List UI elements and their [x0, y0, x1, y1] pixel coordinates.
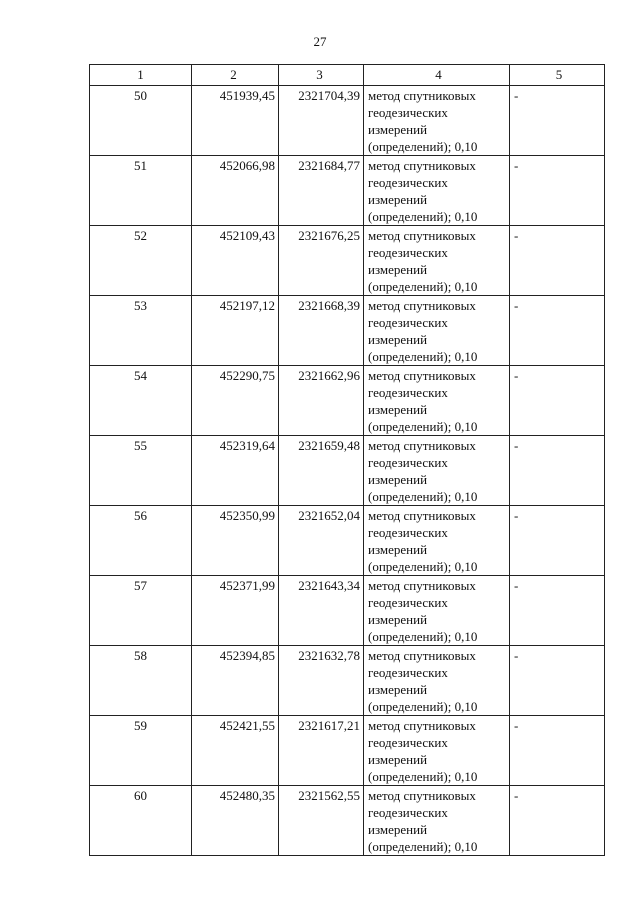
method-cell-text: метод спутниковых геодезических измерений (определений); 0,10	[368, 578, 478, 644]
table-body	[90, 86, 605, 856]
table-row	[90, 786, 605, 856]
x-coordinate-cell-text: 451939,45	[219, 88, 275, 103]
extra-cell	[510, 366, 605, 436]
extra-cell	[510, 506, 605, 576]
y-coordinate-cell	[279, 156, 364, 226]
x-coordinate-cell	[192, 156, 279, 226]
method-cell	[364, 786, 510, 856]
x-coordinate-cell	[192, 226, 279, 296]
point-number-cell	[90, 226, 192, 296]
extra-cell	[510, 436, 605, 506]
extra-cell	[510, 716, 605, 786]
extra-cell-text: -	[514, 718, 519, 733]
extra-cell	[510, 646, 605, 716]
y-coordinate-cell-text: 2321617,21	[298, 718, 360, 733]
method-cell	[364, 576, 510, 646]
x-coordinate-cell-text: 452421,55	[219, 718, 275, 733]
method-cell-text: метод спутниковых геодезических измерений (определений); 0,10	[368, 228, 478, 294]
y-coordinate-cell-text: 2321668,39	[298, 298, 360, 313]
method-cell	[364, 226, 510, 296]
method-cell-text: метод спутниковых геодезических измерений (определений); 0,10	[368, 298, 478, 364]
x-coordinate-cell	[192, 436, 279, 506]
y-coordinate-cell-text: 2321662,96	[298, 368, 360, 383]
method-cell	[364, 506, 510, 576]
y-coordinate-cell	[279, 506, 364, 576]
point-number-cell	[90, 646, 192, 716]
x-coordinate-cell-text: 452350,99	[219, 508, 275, 523]
method-cell-text: метод спутниковых геодезических измерений (определений); 0,10	[368, 88, 478, 154]
method-cell-text: метод спутниковых геодезических измерений (определений); 0,10	[368, 368, 478, 434]
y-coordinate-cell-text: 2321704,39	[298, 88, 360, 103]
x-coordinate-cell-text: 452066,98	[219, 158, 275, 173]
extra-cell	[510, 576, 605, 646]
y-coordinate-cell	[279, 646, 364, 716]
point-number-cell	[90, 576, 192, 646]
y-coordinate-cell	[279, 296, 364, 366]
coordinates-table	[89, 64, 605, 856]
x-coordinate-cell	[192, 366, 279, 436]
y-coordinate-cell	[279, 366, 364, 436]
point-number-cell-text: 52	[134, 228, 147, 243]
extra-cell-text: -	[514, 648, 519, 663]
method-cell-text: метод спутниковых геодезических измерений (определений); 0,10	[368, 158, 478, 224]
extra-cell-text: -	[514, 578, 519, 593]
point-number-cell	[90, 436, 192, 506]
table-row	[90, 226, 605, 296]
table-row	[90, 86, 605, 156]
extra-cell-text: -	[514, 228, 519, 243]
column-header-5: 5	[510, 65, 605, 86]
table-row	[90, 436, 605, 506]
extra-cell-text: -	[514, 298, 519, 313]
point-number-cell-text: 58	[134, 648, 147, 663]
point-number-cell	[90, 786, 192, 856]
method-cell	[364, 296, 510, 366]
extra-cell-text: -	[514, 438, 519, 453]
y-coordinate-cell	[279, 716, 364, 786]
extra-cell-text: -	[514, 508, 519, 523]
table-row	[90, 366, 605, 436]
point-number-cell	[90, 366, 192, 436]
column-header-4: 4	[364, 65, 510, 86]
point-number-cell	[90, 86, 192, 156]
x-coordinate-cell	[192, 296, 279, 366]
point-number-cell	[90, 716, 192, 786]
y-coordinate-cell-text: 2321643,34	[298, 578, 360, 593]
x-coordinate-cell	[192, 786, 279, 856]
point-number-cell	[90, 156, 192, 226]
method-cell-text: метод спутниковых геодезических измерений (определений); 0,10	[368, 508, 478, 574]
method-cell	[364, 716, 510, 786]
point-number-cell-text: 56	[134, 508, 147, 523]
x-coordinate-cell-text: 452394,85	[219, 648, 275, 663]
y-coordinate-cell-text: 2321659,48	[298, 438, 360, 453]
method-cell	[364, 86, 510, 156]
x-coordinate-cell	[192, 506, 279, 576]
point-number-cell-text: 55	[134, 438, 147, 453]
point-number-cell-text: 50	[134, 88, 147, 103]
method-cell	[364, 436, 510, 506]
method-cell	[364, 646, 510, 716]
y-coordinate-cell	[279, 86, 364, 156]
y-coordinate-cell-text: 2321562,55	[298, 788, 360, 803]
y-coordinate-cell	[279, 436, 364, 506]
column-header-3: 3	[279, 65, 364, 86]
page-number: 27	[313, 34, 327, 49]
table-row	[90, 296, 605, 366]
extra-cell	[510, 156, 605, 226]
table-row	[90, 506, 605, 576]
column-header-2: 2	[192, 65, 279, 86]
table-row	[90, 156, 605, 226]
table-row	[90, 576, 605, 646]
method-cell-text: метод спутниковых геодезических измерений (определений); 0,10	[368, 438, 478, 504]
y-coordinate-cell-text: 2321652,04	[298, 508, 360, 523]
extra-cell-text: -	[514, 368, 519, 383]
point-number-cell	[90, 506, 192, 576]
method-cell-text: метод спутниковых геодезических измерений (определений); 0,10	[368, 718, 478, 784]
x-coordinate-cell	[192, 86, 279, 156]
y-coordinate-cell-text: 2321632,78	[298, 648, 360, 663]
x-coordinate-cell-text: 452197,12	[219, 298, 275, 313]
x-coordinate-cell-text: 452319,64	[219, 438, 275, 453]
y-coordinate-cell	[279, 226, 364, 296]
x-coordinate-cell-text: 452109,43	[219, 228, 275, 243]
y-coordinate-cell	[279, 576, 364, 646]
point-number-cell-text: 60	[134, 788, 147, 803]
point-number-cell-text: 54	[134, 368, 147, 383]
extra-cell-text: -	[514, 158, 519, 173]
point-number-cell	[90, 296, 192, 366]
point-number-cell-text: 51	[134, 158, 147, 173]
point-number-cell-text: 57	[134, 578, 147, 593]
point-number-cell-text: 59	[134, 718, 147, 733]
x-coordinate-cell-text: 452290,75	[219, 368, 275, 383]
y-coordinate-cell-text: 2321684,77	[298, 158, 360, 173]
y-coordinate-cell	[279, 786, 364, 856]
method-cell-text: метод спутниковых геодезических измерений (определений); 0,10	[368, 648, 478, 714]
table-row	[90, 716, 605, 786]
extra-cell	[510, 786, 605, 856]
x-coordinate-cell-text: 452371,99	[219, 578, 275, 593]
y-coordinate-cell-text: 2321676,25	[298, 228, 360, 243]
x-coordinate-cell	[192, 646, 279, 716]
point-number-cell-text: 53	[134, 298, 147, 313]
x-coordinate-cell-text: 452480,35	[219, 788, 275, 803]
table-row	[90, 646, 605, 716]
extra-cell	[510, 296, 605, 366]
x-coordinate-cell	[192, 716, 279, 786]
extra-cell-text: -	[514, 788, 519, 803]
extra-cell	[510, 86, 605, 156]
method-cell	[364, 366, 510, 436]
table-header-row	[90, 65, 605, 86]
column-header-1: 1	[90, 65, 192, 86]
extra-cell-text: -	[514, 88, 519, 103]
x-coordinate-cell	[192, 576, 279, 646]
method-cell	[364, 156, 510, 226]
method-cell-text: метод спутниковых геодезических измерений (определений); 0,10	[368, 788, 478, 854]
extra-cell	[510, 226, 605, 296]
